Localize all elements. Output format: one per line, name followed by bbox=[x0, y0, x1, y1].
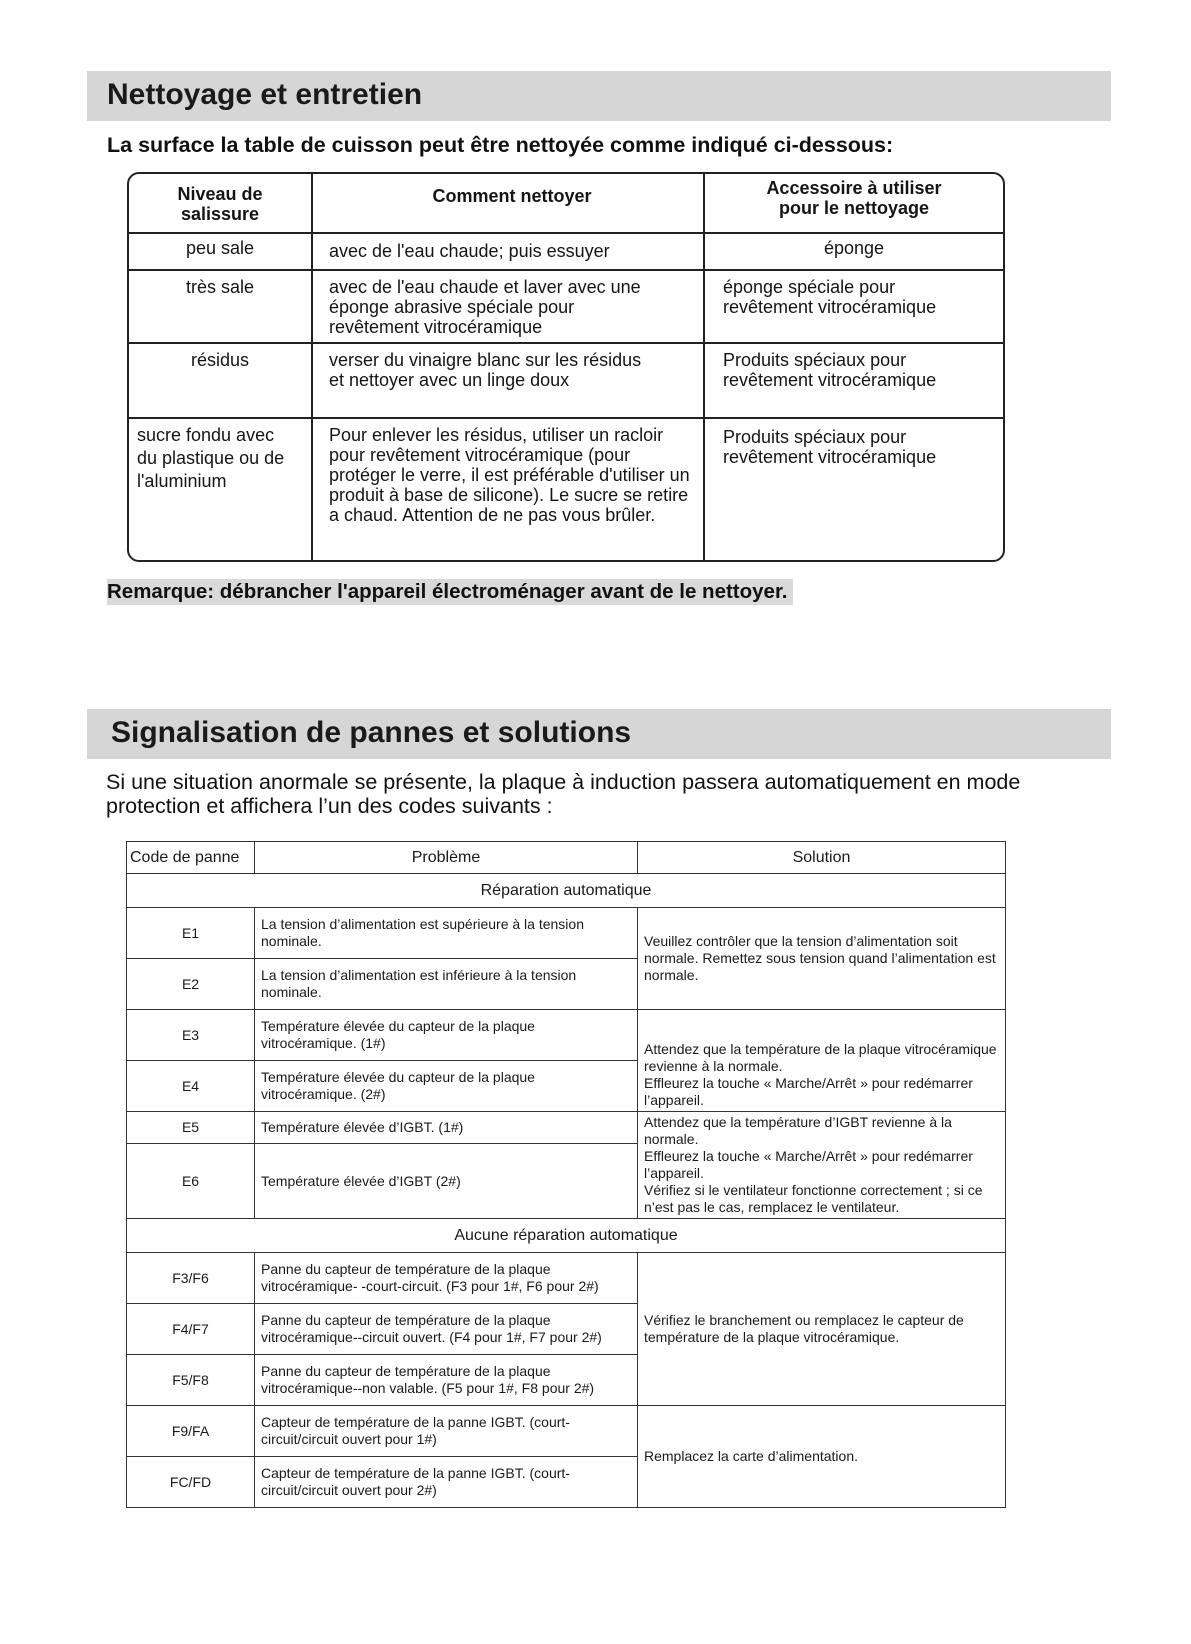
solution-line: Vérifiez si le ventilateur fonctionne correctement ; si ce n’est pas le cas, remplacez le ventilateur. bbox=[644, 1182, 983, 1215]
table-row bbox=[129, 419, 1003, 562]
cell-level: très sale bbox=[129, 271, 313, 342]
solution-line: Attendez que la température d’IGBT revienne à la normale. bbox=[644, 1114, 952, 1147]
cleaning-intro: La surface la table de cuisson peut être nettoyée comme indiqué ci-dessous: bbox=[107, 133, 894, 157]
cell-accessory: éponge bbox=[823, 238, 885, 258]
cell-how: avec de l'eau chaude et laver avec une éponge abrasive spéciale pour revêtement vitrocéramique bbox=[313, 271, 705, 342]
fault-problem: Capteur de température de la panne IGBT. (court-circuit/circuit ouvert pour 2#) bbox=[255, 1457, 638, 1508]
group-row-auto bbox=[127, 874, 1006, 908]
table-row bbox=[127, 1253, 1006, 1304]
table-row bbox=[129, 271, 1003, 344]
cell-accessory: éponge spéciale pour revêtement vitrocéramique bbox=[723, 277, 937, 317]
header-cell-level: Niveau de salissure bbox=[129, 174, 313, 232]
fault-code: FC/FD bbox=[127, 1457, 255, 1508]
section-header-faults bbox=[87, 709, 1111, 759]
fault-code: E4 bbox=[127, 1061, 255, 1112]
table-row bbox=[127, 908, 1006, 959]
cell-level: peu sale bbox=[129, 234, 313, 269]
section-title: Nettoyage et entretien bbox=[107, 78, 423, 111]
fault-problem: La tension d’alimentation est inférieure à la tension nominale. bbox=[255, 959, 638, 1010]
table-row bbox=[129, 344, 1003, 419]
fault-solution: Veuillez contrôler que la tension d’alimentation soit normale. Remettez sous tension quand l’alimentation est normale. bbox=[638, 908, 1006, 1010]
fault-solution: Remplacez la carte d’alimentation. bbox=[638, 1406, 1006, 1508]
unplug-remark: Remarque: débrancher l'appareil électroménager avant de le nettoyer. bbox=[107, 579, 793, 605]
header-cell-problem: Problème bbox=[255, 842, 638, 874]
cell-accessory: Produits spéciaux pour revêtement vitrocéramique bbox=[723, 427, 937, 467]
cell-level: sucre fondu avec du plastique ou de l'aluminium bbox=[129, 419, 313, 562]
fault-code: E5 bbox=[127, 1112, 255, 1144]
section-header-cleaning bbox=[87, 71, 1111, 121]
group-label: Aucune réparation automatique bbox=[127, 1219, 1006, 1253]
cell-how: avec de l'eau chaude; puis essuyer bbox=[313, 234, 705, 269]
fault-code: F4/F7 bbox=[127, 1304, 255, 1355]
fault-problem: La tension d’alimentation est supérieure à la tension nominale. bbox=[255, 908, 638, 959]
fault-solution bbox=[638, 1112, 1006, 1219]
fault-solution: Vérifiez le branchement ou remplacez le capteur de température de la plaque vitrocéramique. bbox=[638, 1253, 1006, 1406]
fault-problem: Panne du capteur de température de la plaque vitrocéramique- -court-circuit. (F3 pour 1#, F6 pour 2#) bbox=[255, 1253, 638, 1304]
header-cell-solution: Solution bbox=[638, 842, 1006, 874]
cell-how: verser du vinaigre blanc sur les résidus et nettoyer avec un linge doux bbox=[313, 344, 705, 417]
solution-line: Attendez que la température de la plaque vitrocéramique revienne à la normale. bbox=[644, 1041, 997, 1074]
fault-code: F3/F6 bbox=[127, 1253, 255, 1304]
fault-code: E3 bbox=[127, 1010, 255, 1061]
fault-code: F5/F8 bbox=[127, 1355, 255, 1406]
fault-problem: Température élevée d’IGBT (2#) bbox=[255, 1144, 638, 1219]
table-row bbox=[129, 234, 1003, 271]
fault-problem: Température élevée d’IGBT. (1#) bbox=[255, 1112, 638, 1144]
faults-intro: Si une situation anormale se présente, la plaque à induction passera automatiquement en mode protection et affichera l’un des codes suivants : bbox=[106, 770, 1021, 818]
table-row bbox=[127, 1010, 1006, 1061]
header-cell-code: Code de panne bbox=[127, 842, 255, 874]
fault-problem: Panne du capteur de température de la plaque vitrocéramique--circuit ouvert. (F4 pour 1#, F7 pour 2#) bbox=[255, 1304, 638, 1355]
fault-code: E1 bbox=[127, 908, 255, 959]
solution-line: Effleurez la touche « Marche/Arrêt » pour redémarrer l’appareil. bbox=[644, 1148, 973, 1181]
table-header-row bbox=[129, 174, 1003, 234]
group-row-none bbox=[127, 1219, 1006, 1253]
fault-code-table bbox=[126, 841, 1006, 1508]
header-cell-accessory: Accessoire à utiliser pour le nettoyage bbox=[766, 178, 942, 218]
fault-code: E6 bbox=[127, 1144, 255, 1219]
fault-problem: Capteur de température de la panne IGBT. (court-circuit/circuit ouvert pour 1#) bbox=[255, 1406, 638, 1457]
cell-how: Pour enlever les résidus, utiliser un racloir pour revêtement vitrocéramique (pour protéger le verre, il est préférable d'utiliser un produit à base de silicone). Le sucre se retire a chaud. Attention de ne pas vous brûler. bbox=[313, 419, 705, 562]
cleaning-table bbox=[127, 172, 1005, 562]
group-label: Réparation automatique bbox=[127, 874, 1006, 908]
fault-solution bbox=[638, 1010, 1006, 1112]
fault-problem: Température élevée du capteur de la plaque vitrocéramique. (1#) bbox=[255, 1010, 638, 1061]
fault-code: F9/FA bbox=[127, 1406, 255, 1457]
table-row bbox=[127, 1112, 1006, 1144]
cell-accessory: Produits spéciaux pour revêtement vitrocéramique bbox=[723, 350, 937, 390]
fault-code: E2 bbox=[127, 959, 255, 1010]
table-row bbox=[127, 1406, 1006, 1457]
fault-problem: Température élevée du capteur de la plaque vitrocéramique. (2#) bbox=[255, 1061, 638, 1112]
section-title: Signalisation de pannes et solutions bbox=[111, 716, 632, 749]
fault-problem: Panne du capteur de température de la plaque vitrocéramique--non valable. (F5 pour 1#, F8 pour 2#) bbox=[255, 1355, 638, 1406]
header-cell-how: Comment nettoyer bbox=[313, 174, 705, 232]
solution-line: Effleurez la touche « Marche/Arrêt » pour redémarrer l’appareil. bbox=[644, 1075, 973, 1108]
table-header-row bbox=[127, 842, 1006, 874]
cell-level: résidus bbox=[129, 344, 313, 417]
